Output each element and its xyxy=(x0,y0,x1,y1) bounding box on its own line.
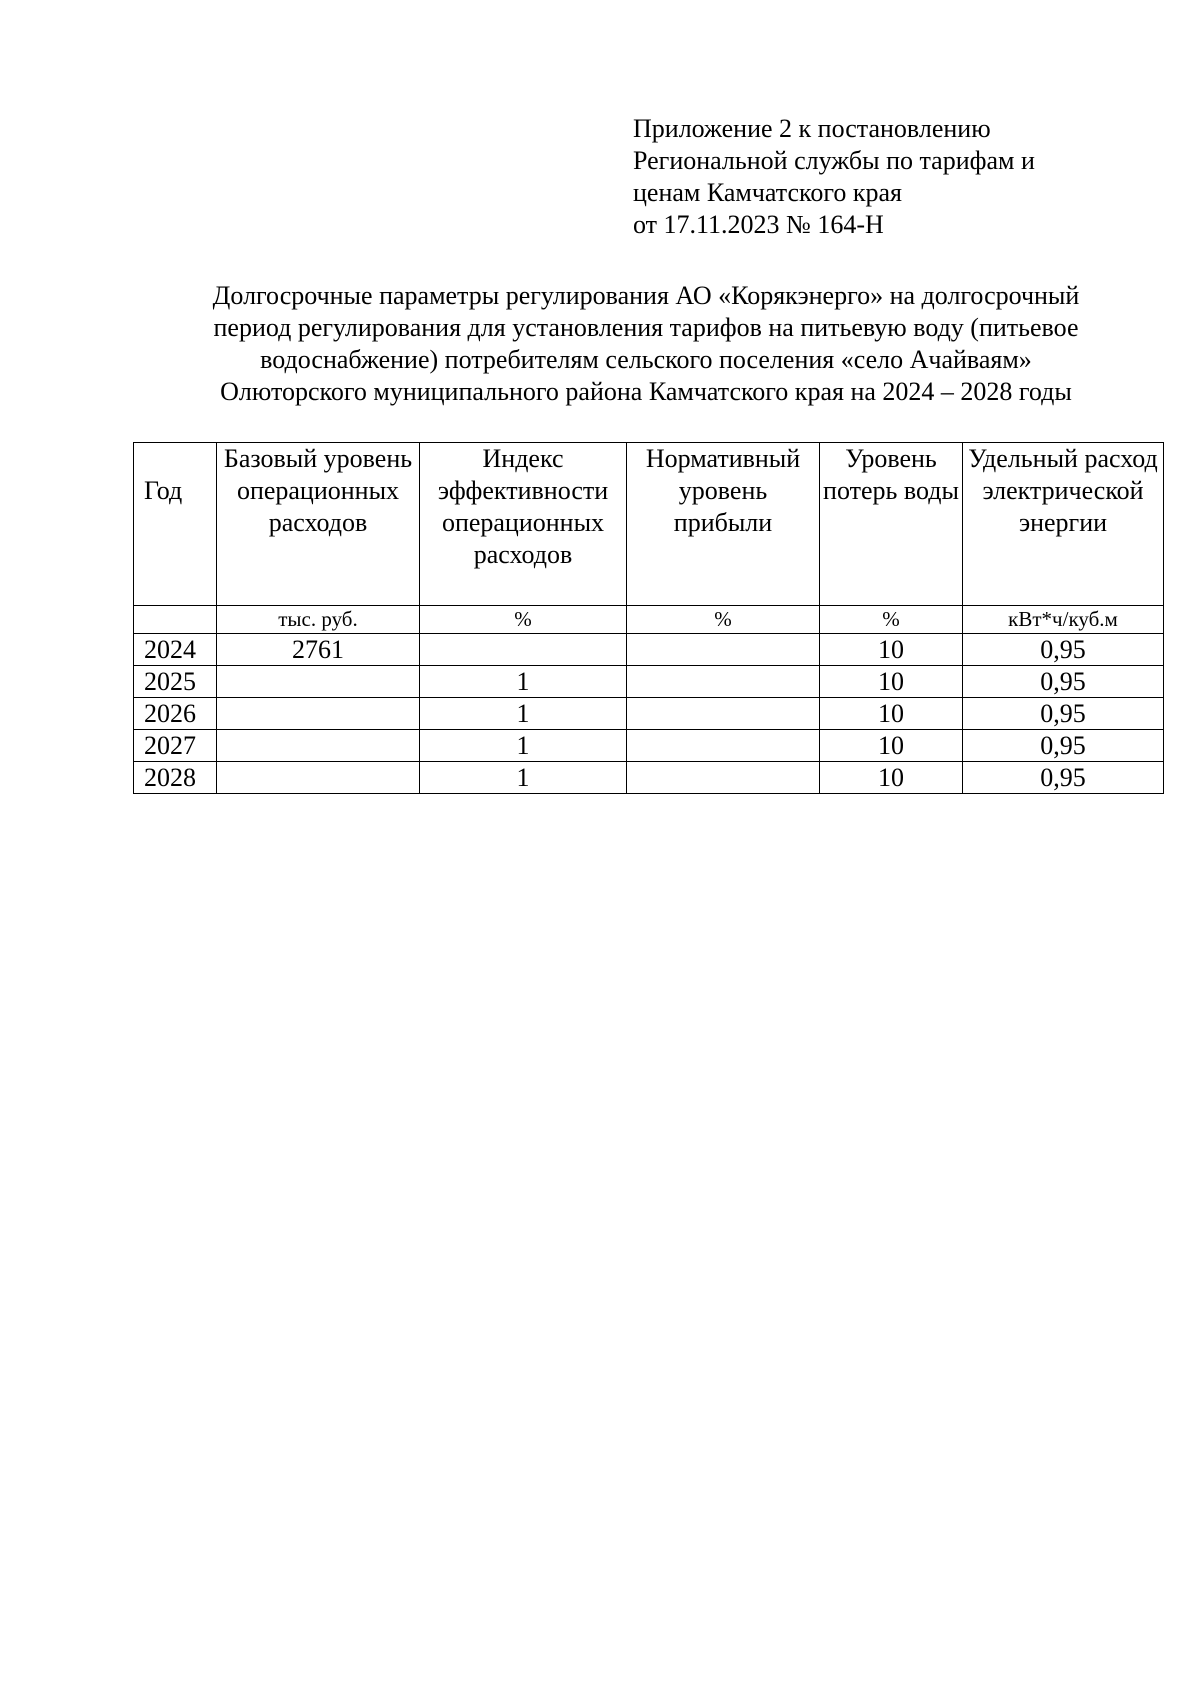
table-cell xyxy=(217,666,420,698)
table-cell: 0,95 xyxy=(963,730,1164,762)
table-units-row xyxy=(134,606,1164,634)
table-cell: 10 xyxy=(820,666,963,698)
appendix-block xyxy=(633,113,1035,241)
header-energy-consumption: Удельный расход электрической энергии xyxy=(963,443,1164,606)
appendix-line: Региональной службы по тарифам и xyxy=(633,146,1035,175)
table-cell: 10 xyxy=(820,698,963,730)
table-cell: 1 xyxy=(420,730,627,762)
appendix-line: Приложение 2 к постановлению xyxy=(633,114,991,143)
header-water-loss: Уровень потерь воды xyxy=(820,443,963,606)
table-cell xyxy=(627,762,820,794)
table-cell: 2761 xyxy=(217,634,420,666)
table-cell: 0,95 xyxy=(963,698,1164,730)
table-cell: 2028 xyxy=(134,762,217,794)
unit-cell xyxy=(134,606,217,634)
header-year: Год xyxy=(134,443,217,606)
table-cell xyxy=(627,666,820,698)
table-cell: 10 xyxy=(820,762,963,794)
table-cell: 2025 xyxy=(134,666,217,698)
table-cell: 10 xyxy=(820,634,963,666)
table-cell: 0,95 xyxy=(963,666,1164,698)
parameters-table xyxy=(133,442,1164,794)
table-row xyxy=(134,634,1164,666)
title-line: Олюторского муниципального района Камчатского края на 2024 – 2028 годы xyxy=(220,377,1072,406)
header-base-opex: Базовый уровень операционных расходов xyxy=(217,443,420,606)
unit-cell: % xyxy=(420,606,627,634)
table-cell xyxy=(217,698,420,730)
unit-cell: % xyxy=(820,606,963,634)
table-cell: 10 xyxy=(820,730,963,762)
title-line: Долгосрочные параметры регулирования АО «Корякэнерго» на долгосрочный xyxy=(212,281,1080,310)
title-line: период регулирования для установления тарифов на питьевую воду (питьевое xyxy=(213,313,1079,342)
table-header-row xyxy=(134,443,1164,606)
document-title xyxy=(130,280,1162,408)
table-cell: 2027 xyxy=(134,730,217,762)
table-cell xyxy=(627,730,820,762)
table-cell: 1 xyxy=(420,762,627,794)
table-cell: 1 xyxy=(420,666,627,698)
table-cell xyxy=(217,762,420,794)
table-cell: 0,95 xyxy=(963,762,1164,794)
header-efficiency-index: Индекс эффективности операционных расходов xyxy=(420,443,627,606)
title-line: водоснабжение) потребителям сельского поселения «село Ачайваям» xyxy=(260,345,1032,374)
appendix-line: от 17.11.2023 № 164-Н xyxy=(633,210,884,239)
table-cell xyxy=(627,634,820,666)
unit-cell: тыс. руб. xyxy=(217,606,420,634)
table-row xyxy=(134,666,1164,698)
table-cell: 1 xyxy=(420,698,627,730)
table-cell: 2024 xyxy=(134,634,217,666)
table-cell xyxy=(217,730,420,762)
header-profit-level: Нормативный уровень прибыли xyxy=(627,443,820,606)
table-row xyxy=(134,698,1164,730)
table-cell: 0,95 xyxy=(963,634,1164,666)
table-row xyxy=(134,730,1164,762)
unit-cell: % xyxy=(627,606,820,634)
table-cell: 2026 xyxy=(134,698,217,730)
table-cell xyxy=(627,698,820,730)
table-row xyxy=(134,762,1164,794)
table-cell xyxy=(420,634,627,666)
unit-cell: кВт*ч/куб.м xyxy=(963,606,1164,634)
appendix-line: ценам Камчатского края xyxy=(633,178,902,207)
